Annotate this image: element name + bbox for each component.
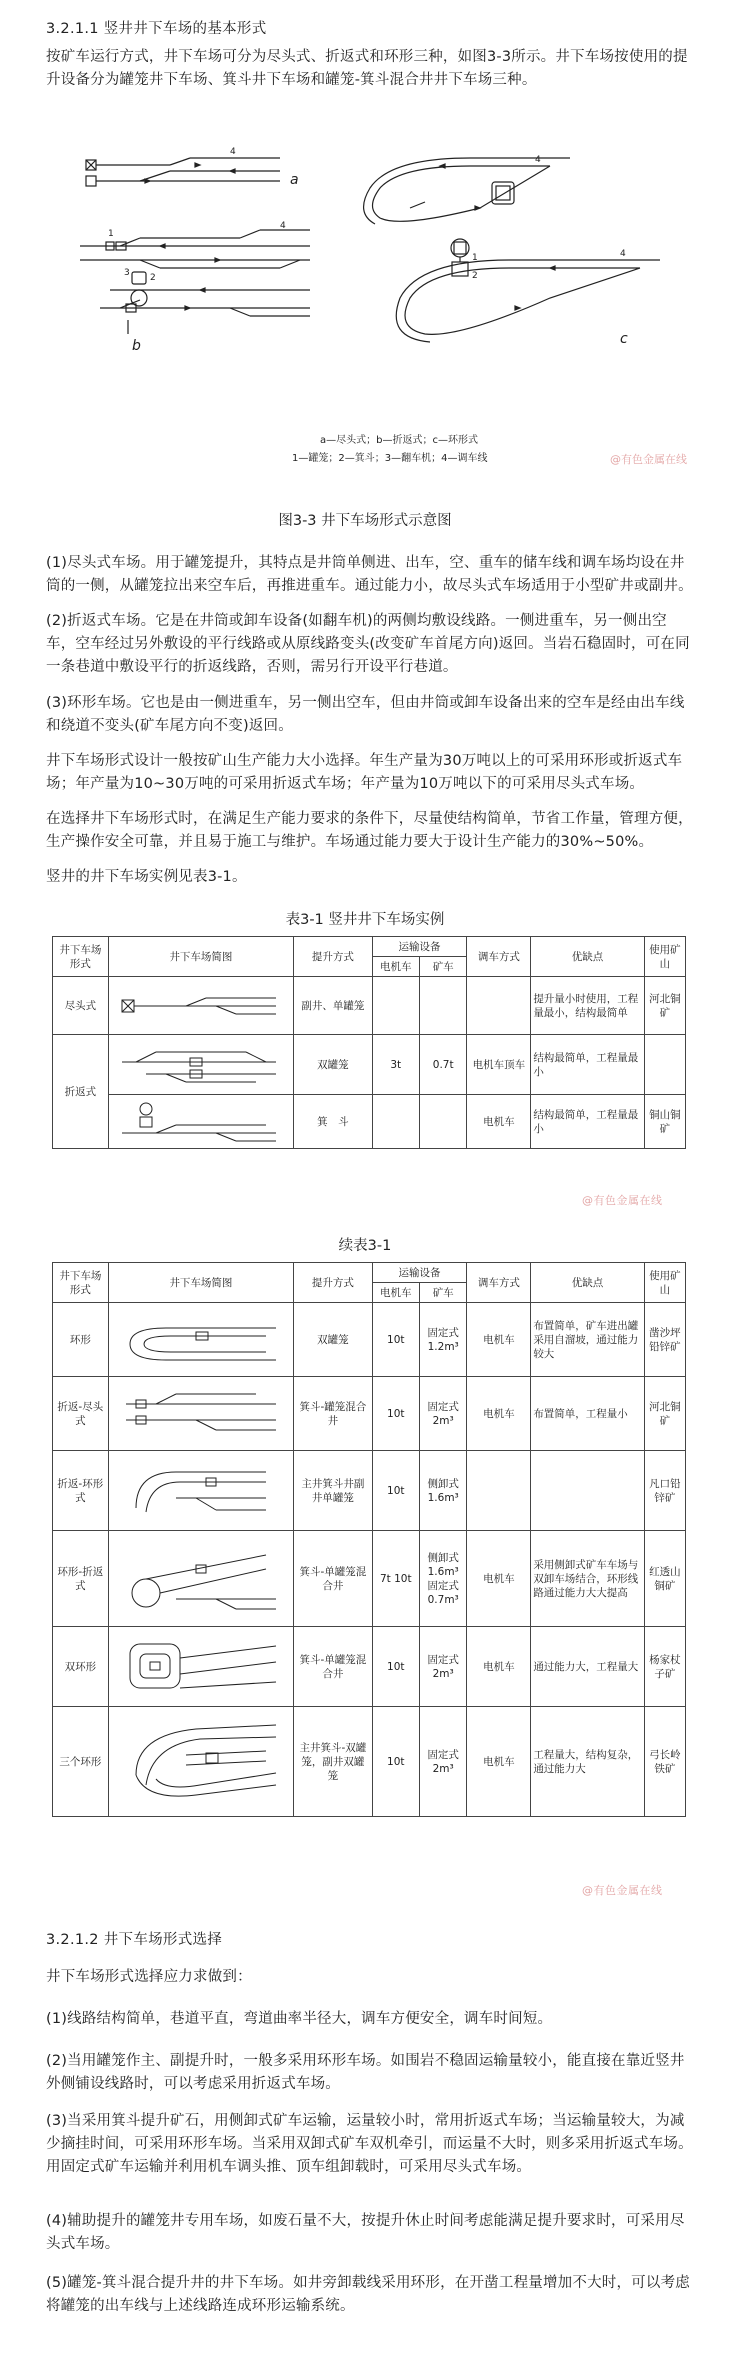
paragraph-table-ref: 竖井的井下车场实例见表3-1。	[46, 869, 247, 885]
cell-mine: 河北铜矿	[644, 977, 685, 1035]
cell-diagram	[108, 1707, 294, 1817]
num-4a: 4	[230, 147, 236, 157]
cell-mine: 杨家杖子矿	[644, 1627, 685, 1707]
cell-pros: 布置简单，矿车进出罐采用自溜坡，通过能力较大	[531, 1303, 644, 1377]
cell-shunting: 电机车	[467, 1531, 531, 1627]
cell-mine: 凿沙坪铅锌矿	[644, 1303, 685, 1377]
diagram-reverse-dead-end	[116, 1384, 286, 1444]
figure-3-3	[80, 138, 720, 493]
paragraph-selection-criteria: 在选择井下车场形式时，在满足生产能力要求的条件下，尽量使结构简单，节省工作量，管理方便，生产操作安全可靠，并且易于施工与维护。车场通过能力要大于设计生产能力的30%~50%。	[46, 811, 693, 850]
cell-type: 环形-折返式	[53, 1531, 109, 1627]
cell-diagram	[108, 977, 294, 1035]
table-row	[53, 1095, 686, 1149]
th-type: 井下车场形式	[53, 937, 109, 977]
diagram-dead-end	[116, 986, 286, 1026]
cell-type: 折返-尽头式	[53, 1377, 109, 1451]
th-hoist: 提升方式	[294, 937, 372, 977]
cell-diagram	[108, 1303, 294, 1377]
cell-loco	[372, 1095, 419, 1149]
section-heading-2: 3.2.1.2 井下车场形式选择	[46, 1932, 223, 1948]
cell-hoist: 副井、单罐笼	[294, 977, 372, 1035]
diagram-reverse-loop	[116, 1458, 286, 1524]
paragraph-rule-2: (2)当用罐笼作主、副提升时，一般多采用环形车场。如围岩不稳固运输量较小，能直接在靠近竖井外侧铺设线路时，可以考虑采用折返式车场。	[46, 2053, 685, 2092]
cell-hoist: 箕 斗	[294, 1095, 372, 1149]
cell-car: 固定式 1.2m³	[419, 1303, 466, 1377]
cell-shunting: 电机车	[467, 1095, 531, 1149]
num-2b: 2	[150, 273, 156, 283]
cell-diagram	[108, 1451, 294, 1531]
cell-mine	[644, 1035, 685, 1095]
th-mine: 使用矿山	[644, 937, 685, 977]
cell-pros: 通过能力大，工程量大	[531, 1627, 644, 1707]
cell-diagram	[108, 1095, 294, 1149]
cell-hoist: 箕斗-单罐笼混合井	[294, 1627, 372, 1707]
table-row	[53, 1035, 686, 1095]
figure-part-b	[80, 221, 310, 354]
cell-type: 三个环形	[53, 1707, 109, 1817]
cell-loco: 10t	[372, 1451, 419, 1531]
label-c: c	[620, 331, 628, 347]
paragraph-capacity: 井下车场形式设计一般按矿山生产能力大小选择。年生产量为30万吨以上的可采用环形或折返式车场；年产量为10~30万吨的可采用折返式车场；年产量为10万吨以下的可采用尽头式车场。	[46, 753, 683, 792]
paragraph-intro: 按矿车运行方式，井下车场可分为尽头式、折返式和环形三种，如图3-3所示。井下车场按使用的提升设备分为罐笼井下车场、箕斗井下车场和罐笼-箕斗混合井井下车场三种。	[46, 49, 688, 88]
cell-hoist: 箕斗-罐笼混合井	[294, 1377, 372, 1451]
cell-hoist: 主井箕斗井副井单罐笼	[294, 1451, 372, 1531]
cell-loco: 10t	[372, 1303, 419, 1377]
cell-car: 侧卸式 1.6m³ 固定式 0.7m³	[419, 1531, 466, 1627]
watermark-2: @有色金属在线	[582, 1194, 663, 1207]
th-pros: 优缺点	[531, 937, 644, 977]
th-shunting: 调车方式	[467, 937, 531, 977]
th-transport: 运输设备	[372, 1263, 467, 1283]
cell-shunting: 电机车	[467, 1627, 531, 1707]
table-row	[53, 1377, 686, 1451]
th-hoist: 提升方式	[294, 1263, 372, 1303]
table-row	[53, 1531, 686, 1627]
cell-diagram	[108, 1035, 294, 1095]
watermark-3: @有色金属在线	[582, 1884, 663, 1897]
cell-shunting: 电机车	[467, 1377, 531, 1451]
cell-car: 0.7t	[419, 1035, 466, 1095]
cell-pros	[531, 1451, 644, 1531]
cell-loco: 10t	[372, 1377, 419, 1451]
table-row	[53, 1303, 686, 1377]
cell-shunting	[467, 1451, 531, 1531]
paragraph-reverse: (2)折返式车场。它是在井筒或卸车设备(如翻车机)的两侧均敷设线路。一侧进重车，另一侧出空车，空车经过另外敷设的平行线路或从原线路变头(改变矿车首尾方向)返回。当岩石稳固时，可在同一条巷道中敷设平行的折返线路，否则，需另行开设平行巷道。	[46, 613, 690, 675]
cell-type: 折返式	[53, 1035, 109, 1149]
cell-loco: 10t	[372, 1627, 419, 1707]
cell-mine: 红透山铜矿	[644, 1531, 685, 1627]
th-shunting: 调车方式	[467, 1263, 531, 1303]
diagram-loop	[116, 1310, 286, 1370]
cell-loco: 7t 10t	[372, 1531, 419, 1627]
th-car: 矿车	[419, 1283, 466, 1303]
th-loco: 电机车	[372, 957, 419, 977]
cell-pros: 采用侧卸式矿车车场与双卸车场结合，环形线路通过能力大大提高	[531, 1531, 644, 1627]
figure-caption: 图3-3 井下车场形式示意图	[278, 513, 452, 529]
cell-diagram	[108, 1627, 294, 1707]
cell-diagram	[108, 1531, 294, 1627]
cell-hoist: 双罐笼	[294, 1303, 372, 1377]
th-mine: 使用矿山	[644, 1263, 685, 1303]
cell-car: 固定式 2m³	[419, 1707, 466, 1817]
figure-legend-1: a—尽头式；b—折返式；c—环形式	[320, 435, 478, 446]
cell-car	[419, 1095, 466, 1149]
paragraph-dead-end: (1)尽头式车场。用于罐笼提升，其特点是井筒单侧进、出车，空、重车的储车线和调车场均设在井筒的一侧，从罐笼拉出来空车后，再推进重车。通过能力小，故尽头式车场适用于小型矿井或副井。	[46, 555, 693, 594]
cell-pros: 提升量小时使用，工程量最小，结构最简单	[531, 977, 644, 1035]
cell-pros: 工程量大，结构复杂，通过能力大	[531, 1707, 644, 1817]
label-a: a	[290, 172, 299, 188]
diagram-triple-loop	[116, 1715, 286, 1809]
num-3b: 3	[124, 268, 130, 278]
section-heading-1: 3.2.1.1 竖井井下车场的基本形式	[46, 21, 267, 37]
diagram-double-loop	[116, 1634, 286, 1700]
table-row	[53, 1627, 686, 1707]
cell-car: 固定式 2m³	[419, 1627, 466, 1707]
th-transport: 运输设备	[372, 937, 467, 957]
cell-mine: 铜山铜矿	[644, 1095, 685, 1149]
table-row	[53, 1451, 686, 1531]
figure-legend-2: 1—罐笼；2—箕斗；3—翻车机；4—调车线	[292, 453, 488, 464]
table2-caption: 续表3-1	[338, 1238, 392, 1254]
cell-loco	[372, 977, 419, 1035]
th-diagram: 井下车场简图	[108, 1263, 294, 1303]
watermark-1: @有色金属在线	[610, 453, 687, 466]
diagram-reverse-1	[116, 1042, 286, 1088]
th-loco: 电机车	[372, 1283, 419, 1303]
num-1b: 1	[108, 229, 114, 239]
cell-type: 环形	[53, 1303, 109, 1377]
paragraph-rule-1: (1)线路结构简单，巷道平直，弯道曲率半径大，调车方便安全，调车时间短。	[46, 2011, 553, 2027]
cell-shunting: 电机车	[467, 1707, 531, 1817]
cell-pros: 布置简单，工程量小	[531, 1377, 644, 1451]
paragraph-loop: (3)环形车场。它也是由一侧进重车，另一侧出空车，但由井筒或卸车设备出来的空车是经由出车线和绕道不变头(矿车尾方向不变)返回。	[46, 695, 685, 734]
table1-caption: 表3-1 竖井井下车场实例	[285, 912, 445, 928]
table-row	[53, 1707, 686, 1817]
cell-pros: 结构最简单，工程量最小	[531, 1035, 644, 1095]
diagram-reverse-2	[116, 1099, 286, 1145]
cell-loco: 10t	[372, 1707, 419, 1817]
paragraph-selection-intro: 井下车场形式选择应力求做到：	[46, 1969, 252, 1985]
cell-car: 侧卸式 1.6m³	[419, 1451, 466, 1531]
cell-type: 尽头式	[53, 977, 109, 1035]
th-car: 矿车	[419, 957, 466, 977]
cell-shunting	[467, 977, 531, 1035]
cell-car	[419, 977, 466, 1035]
cell-mine: 弓长岭铁矿	[644, 1707, 685, 1817]
cell-car: 固定式 2m³	[419, 1377, 466, 1451]
paragraph-rule-5: (5)罐笼-箕斗混合提升井的井下车场。如井旁卸载线采用环形，在开凿工程量增加不大时，可以考虑将罐笼的出车线与上述线路连成环形运输系统。	[46, 2275, 690, 2314]
cell-pros: 结构最简单，工程量最小	[531, 1095, 644, 1149]
cell-mine: 凡口铅锌矿	[644, 1451, 685, 1531]
num-2c: 2	[472, 271, 478, 281]
th-type: 井下车场形式	[53, 1263, 109, 1303]
paragraph-rule-4: (4)辅助提升的罐笼井专用车场，如废石量不大，按提升休止时间考虑能满足提升要求时，可采用尽头式车场。	[46, 2213, 685, 2252]
cell-type: 折返-环形式	[53, 1451, 109, 1531]
th-pros: 优缺点	[531, 1263, 644, 1303]
table-row	[53, 977, 686, 1035]
cell-shunting: 电机车顶车	[467, 1035, 531, 1095]
cell-shunting: 电机车	[467, 1303, 531, 1377]
num-4b: 4	[280, 221, 286, 231]
th-diagram: 井下车场简图	[108, 937, 294, 977]
num-4c2: 4	[620, 249, 626, 259]
cell-diagram	[108, 1377, 294, 1451]
num-4c: 4	[535, 155, 541, 165]
cell-hoist: 双罐笼	[294, 1035, 372, 1095]
cell-loco: 3t	[372, 1035, 419, 1095]
cell-hoist: 主井箕斗-双罐笼，副井双罐笼	[294, 1707, 372, 1817]
num-1c: 1	[472, 253, 478, 263]
label-b: b	[132, 338, 141, 354]
diagram-loop-reverse	[116, 1539, 286, 1619]
cell-hoist: 箕斗-单罐笼混合井	[294, 1531, 372, 1627]
table-3-1	[52, 936, 686, 1149]
table-3-1-continued	[52, 1262, 686, 1817]
cell-type: 双环形	[53, 1627, 109, 1707]
figure-part-c	[364, 155, 660, 347]
figure-part-a	[86, 147, 299, 188]
paragraph-rule-3: (3)当采用箕斗提升矿石，用侧卸式矿车运输，运量较小时，常用折返式车场；当运输量较大，为减少摘挂时间，可采用环形车场。当采用双卸式矿车双机牵引，而运量不大时，则多采用折返式车场。用固定式矿车运输并利用机车调头推、顶车组卸载时，可采用尽头式车场。	[46, 2113, 693, 2175]
cell-mine: 河北铜矿	[644, 1377, 685, 1451]
